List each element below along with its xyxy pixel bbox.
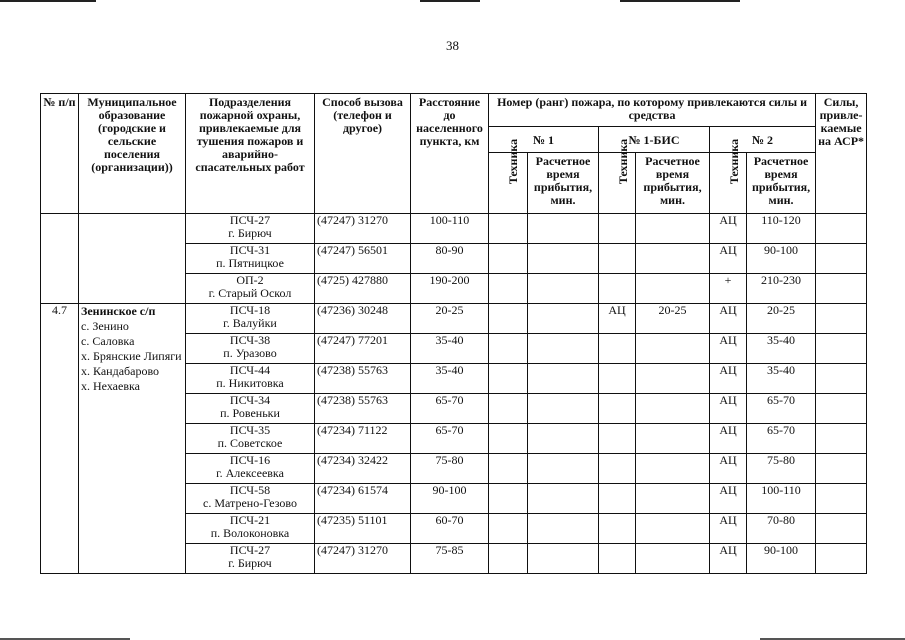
- cell-technique-2: +: [710, 274, 747, 304]
- cell-asr: [816, 304, 867, 334]
- cell-technique-1bis: [599, 244, 636, 274]
- cell-arrival-2: 20-25: [747, 304, 816, 334]
- page-number: 38: [446, 38, 459, 53]
- cell-technique-1bis: [599, 514, 636, 544]
- cell-distance: 190-200: [411, 274, 489, 304]
- cell-technique-1bis: [599, 424, 636, 454]
- cell-asr: [816, 514, 867, 544]
- cell-arrival-2: 70-80: [747, 514, 816, 544]
- cell-distance: 80-90: [411, 244, 489, 274]
- cell-arrival-1bis: [636, 364, 710, 394]
- cell-arrival-2: 75-80: [747, 454, 816, 484]
- cell-asr: [816, 424, 867, 454]
- cell-technique-1: [489, 544, 528, 574]
- cell-phone: (47236) 30248: [315, 304, 411, 334]
- table-body: [41, 214, 867, 574]
- cell-unit: ПСЧ-35 п. Советское: [186, 424, 315, 454]
- settlement-item: х. Кандабарово: [81, 364, 160, 378]
- header-technique-1: Техника: [489, 153, 528, 214]
- cell-arrival-1: [528, 514, 599, 544]
- cell-arrival-1bis: [636, 454, 710, 484]
- cell-technique-2: АЦ: [710, 424, 747, 454]
- cell-technique-2: АЦ: [710, 394, 747, 424]
- cell-unit: ПСЧ-58 с. Матрено-Гезово: [186, 484, 315, 514]
- cell-technique-1bis: [599, 214, 636, 244]
- municipality-title: Зенинское с/п: [81, 304, 156, 318]
- cell-asr: [816, 364, 867, 394]
- cell-distance: 75-85: [411, 544, 489, 574]
- cell-distance: 75-80: [411, 454, 489, 484]
- cell-arrival-1bis: [636, 334, 710, 364]
- cell-unit: ПСЧ-38 п. Уразово: [186, 334, 315, 364]
- cell-unit: ПСЧ-21 п. Волоконовка: [186, 514, 315, 544]
- cell-phone: (47247) 77201: [315, 334, 411, 364]
- header-municipality: Муниципальное образование (городские и сельские поселения (организации)): [79, 94, 186, 214]
- cell-phone: (47238) 55763: [315, 394, 411, 424]
- cell-arrival-1bis: [636, 244, 710, 274]
- header-units: Подразделения пожарной охраны, привлекаемые для тушения пожаров и аварийно-спасательных работ: [186, 94, 315, 214]
- cell-municipality: [79, 304, 186, 574]
- cell-asr: [816, 214, 867, 244]
- cell-asr: [816, 484, 867, 514]
- cell-arrival-2: 110-120: [747, 214, 816, 244]
- cell-distance: 20-25: [411, 304, 489, 334]
- cell-asr: [816, 334, 867, 364]
- cell-asr: [816, 544, 867, 574]
- cell-arrival-1: [528, 544, 599, 574]
- cell-arrival-1bis: [636, 214, 710, 244]
- cell-technique-1: [489, 424, 528, 454]
- cell-technique-2: АЦ: [710, 364, 747, 394]
- cell-arrival-1: [528, 484, 599, 514]
- table-header: [41, 94, 867, 214]
- cell-technique-2: АЦ: [710, 484, 747, 514]
- header-technique-1bis: Техника: [599, 153, 636, 214]
- cell-phone: (47247) 31270: [315, 214, 411, 244]
- cell-arrival-2: 100-110: [747, 484, 816, 514]
- scan-edge-line: [420, 0, 480, 2]
- cell-technique-2: АЦ: [710, 244, 747, 274]
- cell-unit: ПСЧ-27 г. Бирюч: [186, 214, 315, 244]
- cell-technique-1: [489, 274, 528, 304]
- cell-asr: [816, 394, 867, 424]
- header-arrival-1bis: Расчетное время прибытия, мин.: [636, 153, 710, 214]
- cell-unit: ПСЧ-31 п. Пятницкое: [186, 244, 315, 274]
- cell-distance: 65-70: [411, 394, 489, 424]
- header-distance: Расстояние до населенного пункта, км: [411, 94, 489, 214]
- cell-distance: 100-110: [411, 214, 489, 244]
- cell-technique-2: АЦ: [710, 334, 747, 364]
- cell-asr: [816, 454, 867, 484]
- cell-phone: (47234) 32422: [315, 454, 411, 484]
- cell-unit: ПСЧ-27 г. Бирюч: [186, 544, 315, 574]
- cell-arrival-1bis: [636, 514, 710, 544]
- cell-technique-1bis: [599, 334, 636, 364]
- cell-phone: (47234) 71122: [315, 424, 411, 454]
- cell-arrival-1: [528, 454, 599, 484]
- cell-distance: 60-70: [411, 514, 489, 544]
- cell-technique-1bis: [599, 484, 636, 514]
- header-rank-1bis: № 1-БИС: [599, 127, 710, 153]
- cell-distance: 35-40: [411, 334, 489, 364]
- cell-arrival-1bis: [636, 424, 710, 454]
- cell-asr: [816, 244, 867, 274]
- header-arrival-2: Расчетное время прибытия, мин.: [747, 153, 816, 214]
- cell-arrival-1: [528, 304, 599, 334]
- scan-edge-line: [0, 0, 96, 2]
- cell-technique-1bis: [599, 394, 636, 424]
- cell-arrival-1: [528, 274, 599, 304]
- cell-unit: ПСЧ-34 п. Ровеньки: [186, 394, 315, 424]
- cell-technique-1bis: АЦ: [599, 304, 636, 334]
- cell-arrival-1bis: [636, 394, 710, 424]
- cell-technique-1bis: [599, 454, 636, 484]
- settlement-item: х. Нехаевка: [81, 379, 140, 393]
- cell-unit: ОП-2 г. Старый Оскол: [186, 274, 315, 304]
- settlement-item: с. Саловка: [81, 334, 135, 348]
- cell-arrival-1: [528, 364, 599, 394]
- cell-technique-2: АЦ: [710, 304, 747, 334]
- cell-technique-1: [489, 304, 528, 334]
- cell-arrival-1: [528, 214, 599, 244]
- cell-phone: (47234) 61574: [315, 484, 411, 514]
- cell-arrival-1bis: [636, 484, 710, 514]
- cell-technique-2: АЦ: [710, 454, 747, 484]
- cell-arrival-2: 90-100: [747, 244, 816, 274]
- cell-arrival-2: 210-230: [747, 274, 816, 304]
- cell-num-empty: [41, 214, 79, 304]
- cell-arrival-1: [528, 244, 599, 274]
- header-arrival-1: Расчетное время прибытия, мин.: [528, 153, 599, 214]
- cell-distance: 90-100: [411, 484, 489, 514]
- cell-unit: ПСЧ-18 г. Валуйки: [186, 304, 315, 334]
- cell-phone: (47247) 56501: [315, 244, 411, 274]
- cell-arrival-1: [528, 424, 599, 454]
- cell-technique-1: [489, 334, 528, 364]
- header-fire-number: Номер (ранг) пожара, по которому привлекаются силы и средства: [489, 94, 816, 127]
- cell-phone: (4725) 427880: [315, 274, 411, 304]
- cell-technique-2: АЦ: [710, 214, 747, 244]
- scan-edge-line: [620, 0, 740, 2]
- cell-unit: ПСЧ-16 г. Алексеевка: [186, 454, 315, 484]
- cell-technique-1: [489, 454, 528, 484]
- cell-arrival-1bis: 20-25: [636, 304, 710, 334]
- header-rank-1: № 1: [489, 127, 599, 153]
- cell-municipality-empty: [79, 214, 186, 304]
- settlement-item: с. Зенино: [81, 319, 129, 333]
- cell-arrival-2: 35-40: [747, 364, 816, 394]
- table-row: [41, 214, 867, 244]
- cell-asr: [816, 274, 867, 304]
- cell-technique-1: [489, 364, 528, 394]
- fire-forces-table: [40, 93, 867, 574]
- cell-num: 4.7: [41, 304, 79, 574]
- cell-technique-1bis: [599, 544, 636, 574]
- cell-technique-1: [489, 514, 528, 544]
- header-call-method: Способ вызова (телефон и другое): [315, 94, 411, 214]
- cell-phone: (47247) 31270: [315, 544, 411, 574]
- cell-technique-2: АЦ: [710, 514, 747, 544]
- cell-arrival-1bis: [636, 544, 710, 574]
- cell-arrival-2: 35-40: [747, 334, 816, 364]
- cell-arrival-1: [528, 394, 599, 424]
- cell-technique-1: [489, 394, 528, 424]
- cell-phone: (47238) 55763: [315, 364, 411, 394]
- settlement-item: х. Брянские Липяги: [81, 349, 182, 363]
- cell-technique-1bis: [599, 364, 636, 394]
- header-technique-2: Техника: [710, 153, 747, 214]
- header-forces-asr: Силы, привле-каемые на АСР*: [816, 94, 867, 214]
- table-row: [41, 304, 867, 334]
- cell-technique-1: [489, 244, 528, 274]
- cell-unit: ПСЧ-44 п. Никитовка: [186, 364, 315, 394]
- cell-arrival-1: [528, 334, 599, 364]
- cell-technique-2: АЦ: [710, 544, 747, 574]
- header-rank-2: № 2: [710, 127, 816, 153]
- cell-phone: (47235) 51101: [315, 514, 411, 544]
- cell-arrival-2: 65-70: [747, 424, 816, 454]
- cell-technique-1: [489, 214, 528, 244]
- header-num: № п/п: [41, 94, 79, 214]
- cell-technique-1bis: [599, 274, 636, 304]
- cell-technique-1: [489, 484, 528, 514]
- cell-arrival-2: 65-70: [747, 394, 816, 424]
- cell-arrival-1bis: [636, 274, 710, 304]
- cell-arrival-2: 90-100: [747, 544, 816, 574]
- cell-distance: 65-70: [411, 424, 489, 454]
- cell-distance: 35-40: [411, 364, 489, 394]
